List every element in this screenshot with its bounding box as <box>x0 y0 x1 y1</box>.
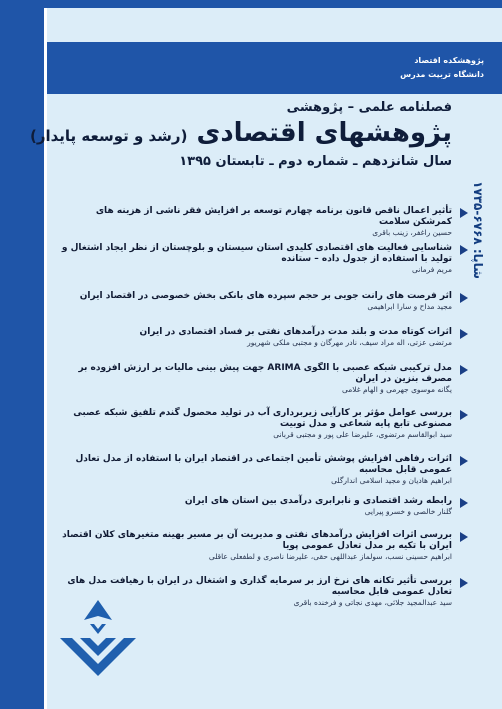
article-authors: ابراهیم هادیان و مجید اسلامی اندارگلی <box>331 476 452 485</box>
issue-info: سال شانزدهم ـ شماره دوم ـ تابستان ۱۳۹۵ <box>179 154 452 169</box>
publisher-name: پژوهشکده اقتصاد <box>414 56 484 65</box>
article-title: اثر فرصت های رانت جویی بر حجم سپرده های بانکی بخش خصوصی در اقتصاد ایران <box>79 291 452 301</box>
journal-kicker: فصلنامه علمی – پژوهشی <box>286 100 452 115</box>
publisher-band <box>47 42 502 94</box>
bullet-icon <box>460 578 468 588</box>
bullet-icon <box>460 456 468 466</box>
top-stripe <box>0 0 502 8</box>
toc-entry[interactable] <box>60 454 468 496</box>
journal-header <box>29 98 452 169</box>
journal-title <box>29 117 452 152</box>
article-authors: مجید مداح و سارا ابراهیمی <box>367 302 452 311</box>
bullet-icon <box>460 532 468 542</box>
article-authors: گلنار خالصی و خسرو پیرایی <box>364 507 452 516</box>
university-name: دانشگاه تربیت مدرس <box>400 70 484 79</box>
article-authors: سید عبدالمجید جلائی، مهدی نجاتی و فرخنده باقری <box>293 598 452 607</box>
toc-entry[interactable] <box>60 530 468 576</box>
article-title: بررسی عوامل مؤثر بر کارآیی زیربرداری آب در تولید محصول گندم تلفیق شبکه عصبی مصنوعی تابع پایه شعاعی و مدل توبیت <box>73 408 452 429</box>
article-authors: مریم فرمانی <box>412 265 452 274</box>
toc-entry[interactable] <box>60 206 468 243</box>
article-authors: حسین راغفر، زینب باقری <box>372 228 452 237</box>
article-title: اثرات رفاهی افزایش پوشش تأمین اجتماعی در اقتصاد ایران با استفاده از مدل تعادل عمومی قابل محاسبه <box>75 454 452 475</box>
article-title: شناسایی فعالیت های اقتصادی کلیدی استان سیستان و بلوچستان از نظر ایجاد اشتغال و تولید با استفاده از جدول داده – ستانده <box>61 243 452 264</box>
toc-entry[interactable] <box>60 496 468 530</box>
journal-title-main: پژوهشهای اقتصادی <box>196 118 452 148</box>
article-title: رابطه رشد اقتصادی و نابرابری درآمدی بین استان های ایران <box>184 496 452 506</box>
issn-text: شاپا: ۶۷۶۸-۱۷۳۵ <box>471 181 485 279</box>
bullet-icon <box>460 329 468 339</box>
university-logo-icon <box>50 590 146 686</box>
article-title: اثرات کوتاه مدت و بلند مدت درآمدهای نفتی بر فساد اقتصادی در ایران <box>139 327 452 337</box>
bullet-icon <box>460 498 468 508</box>
table-of-contents <box>60 206 468 616</box>
bullet-icon <box>460 245 468 255</box>
article-authors: یگانه موسوی جهرمی و الهام غلامی <box>341 385 452 394</box>
toc-entry[interactable] <box>60 327 468 363</box>
toc-entry[interactable] <box>60 363 468 408</box>
bullet-icon <box>460 293 468 303</box>
sidebar-divider <box>44 8 47 709</box>
left-sidebar <box>0 8 44 709</box>
article-title: تأثیر اعمال ناقص قانون برنامه چهارم توسعه بر افزایش فقر ناشی از هزینه های کمرشکن سلامت <box>95 206 452 227</box>
article-authors: مرتضی عزتی، اله مراد سیف، نادر مهرگان و مجتبی ملکی شهریور <box>247 338 452 347</box>
journal-title-sub: (رشد و توسعه پایدار) <box>29 127 188 145</box>
bullet-icon <box>460 365 468 375</box>
toc-entry[interactable] <box>60 408 468 454</box>
toc-entry[interactable] <box>60 291 468 327</box>
article-title: بررسی تأثیر تکانه های نرخ ارز بر سرمایه گذاری و اشتغال در ایران با رهیافت مدل های تعادل عمومی قابل محاسبه <box>67 576 452 597</box>
bullet-icon <box>460 208 468 218</box>
article-authors: سید ابوالقاسم مرتضوی، علیرضا علی پور و مجتبی قربانی <box>273 430 452 439</box>
article-title: بررسی اثرات افزایش درآمدهای نفتی و مدیریت آن بر مسیر بهینه متغیرهای کلان اقتصاد ایران با تکیه بر مدل تعادل عمومی پویا <box>62 530 452 551</box>
article-authors: ابراهیم حسینی نسب، سولماز عبداللهی حقی، علیرضا ناصری و لطفعلی عاقلی <box>208 552 452 561</box>
article-title: مدل ترکیبی شبکه عصبی با الگوی ARIMA جهت پیش بینی مالیات بر ارزش افزوده بر مصرف بنزین در ایران <box>78 363 452 384</box>
toc-entry[interactable] <box>60 243 468 291</box>
bullet-icon <box>460 410 468 420</box>
